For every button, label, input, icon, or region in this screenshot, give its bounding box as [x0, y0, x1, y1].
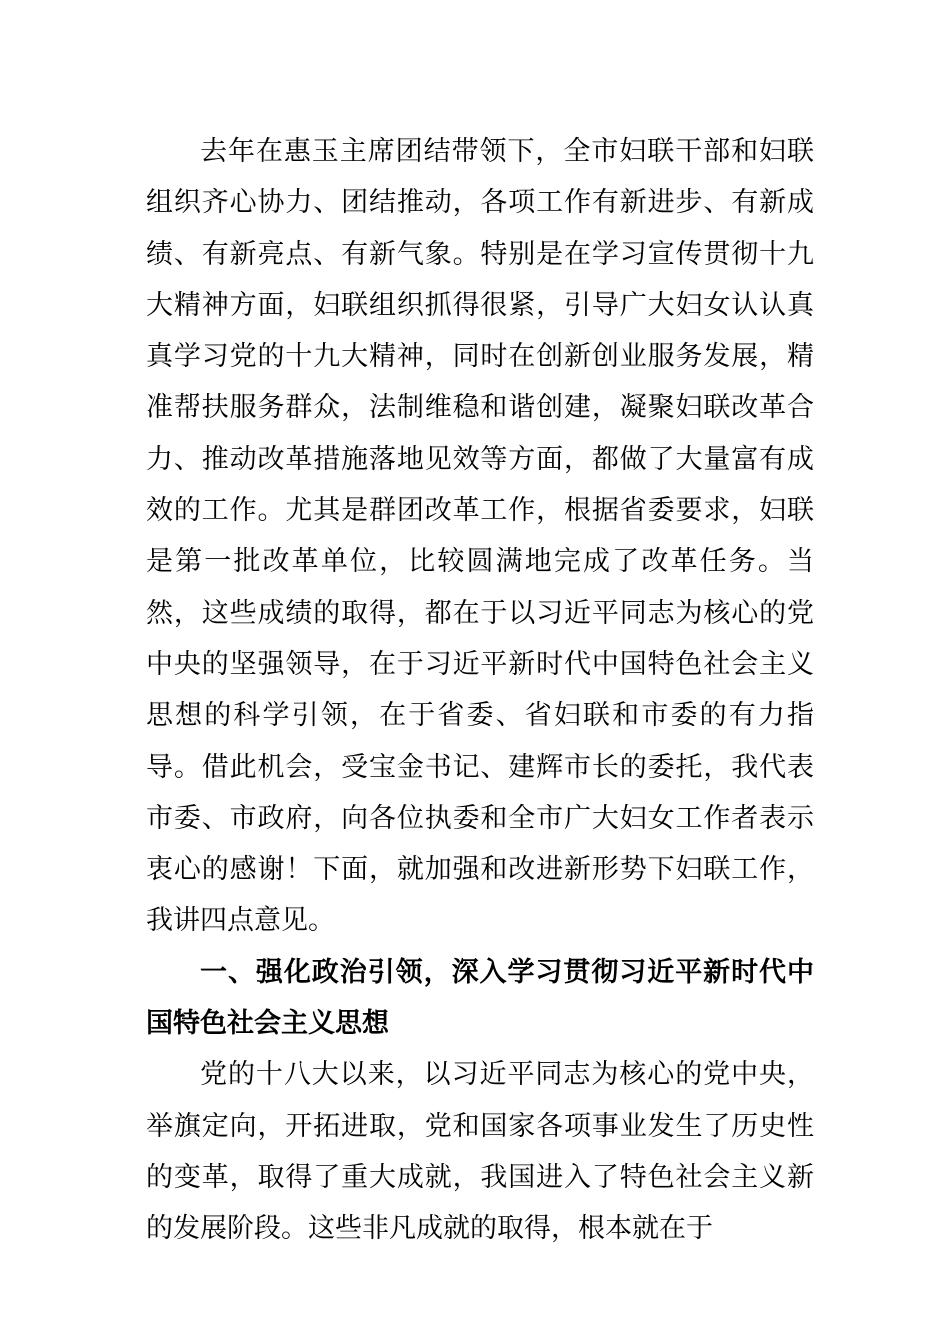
paragraph-section-1: 党的十八大以来，以习近平同志为核心的党中央，举旗定向，开拓进取，党和国家各项事业发生了历史性的变革，取得了重大成就，我国进入了特色社会主义新的发展阶段。这些非凡成就的取得，根本就在于	[146, 1059, 814, 1245]
document-body	[146, 126, 814, 1255]
section-heading-1: 一、强化政治引领，深入学习贯彻习近平新时代中国特色社会主义思想	[146, 956, 814, 1040]
paragraph-intro: 去年在惠玉主席团结带领下，全市妇联干部和妇联组织齐心协力、团结推动，各项工作有新进步、有新成绩、有新亮点、有新气象。特别是在学习宣传贯彻十九大精神方面，妇联组织抓得很紧，引导广大妇女认认真真学习党的十九大精神，同时在创新创业服务发展，精准帮扶服务群众，法制维稳和谐创建，凝聚妇联改革合力、推动改革措施落地见效等方面，都做了大量富有成效的工作。尤其是群团改革工作，根据省委要求，妇联是第一批改革单位，比较圆满地完成了改革任务。当然，这些成绩的取得，都在于以习近平同志为核心的党中央的坚强领导，在于习近平新时代中国特色社会主义思想的科学引领，在于省委、省妇联和市委的有力指导。借此机会，受宝金书记、建辉市长的委托，我代表市委、市政府，向各位执委和全市广大妇女工作者表示衷心的感谢！下面，就加强和改进新形势下妇联工作，我讲四点意见。	[146, 136, 814, 937]
